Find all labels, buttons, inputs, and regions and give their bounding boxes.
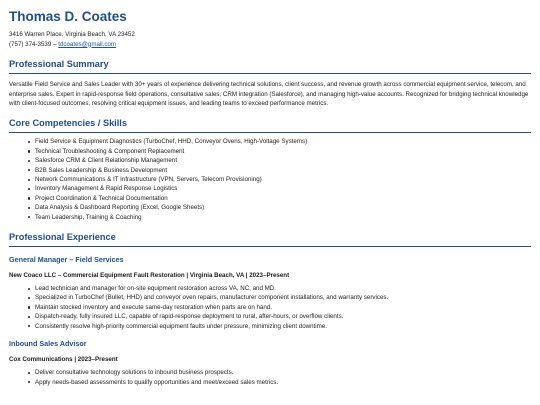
summary-text: Versatile Field Service and Sales Leader with 30+ years of experience delivering technical solutions, client success, and revenue growth across commercial equipment service, telecom, and enterprise sales. Expert in rapid-response field operations, consultative sales, CRM integration (Salesforce), and managing high-value accounts. Recognized for bridging technical knowledge with client-focused outcomes, resolving critical equipment issues, and leading teams to exceed performance metrics. [9,81,529,107]
skills-heading: Core Competencies / Skills [9,118,531,133]
candidate-name: Thomas D. Coates [9,9,127,24]
skill-item: Technical Troubleshooting & Component Replacement [35,147,531,156]
job-bullets [9,284,531,331]
experience-heading: Professional Experience [9,232,531,247]
skill-item: Inventory Management & Rapid Response Logistics [35,184,531,193]
job-meta: New Coaco LLC – Commercial Equipment Fault Restoration | Virginia Beach, VA | 2023–Present [9,272,290,280]
summary-heading: Professional Summary [9,59,531,74]
job-bullet: Lead technician and manager for on-site equipment restoration across VA, NC, and MD. [35,284,531,293]
skill-item: Team Leadership, Training & Coaching [35,213,531,222]
job-title: General Manager – Field Services [9,255,124,265]
contact-line [9,40,531,50]
skill-item: B2B Sales Leadership & Business Development [35,166,531,175]
job-bullet: Dispatch-ready, fully insured LLC, capable of rapid-response deployment to rural, after-hours, or overflow clients. [35,312,531,321]
job-bullet: Deliver consultative technology solutions to inbound business prospects. [35,368,531,377]
job-bullet: Specialized in TurboChef (Bullet, HHD) and conveyor oven repairs, manufacturer component installations, and warranty services. [35,293,531,302]
job-title: Inbound Sales Advisor [9,339,87,349]
job-bullet: Maintain stocked inventory and execute same-day restoration when parts are on hand. [35,303,531,312]
skill-item: Project Coordination & Technical Documentation [35,194,531,203]
skill-item: Field Service & Equipment Diagnostics (TurboChef, HHD, Conveyor Ovens, High-Voltage Systems) [35,137,531,146]
job-bullets [9,368,531,387]
skill-item: Data Analysis & Dashboard Reporting (Excel, Google Sheets) [35,203,531,212]
contact-email-link[interactable]: tdcoates@gmail.com [58,40,117,48]
job-bullet: Apply needs-based assessments to qualify opportunities and meet/exceed sales metrics. [35,378,531,387]
skills-list [9,137,531,222]
job-bullet: Consistently resolve high-priority commercial equipment faults under pressure, minimizing client downtime. [35,322,531,331]
job-meta: Cox Communications | 2023–Present [9,356,118,364]
contact-phone: (757) 374-3539 – [9,40,57,48]
skill-item: Salesforce CRM & Client Relationship Management [35,156,531,165]
skill-item: Network Communications & IT Infrastructure (VPN, Servers, Telecom Provisioning) [35,175,531,184]
contact-address: 3416 Warren Place, Virginia Beach, VA 23452 [9,31,135,38]
